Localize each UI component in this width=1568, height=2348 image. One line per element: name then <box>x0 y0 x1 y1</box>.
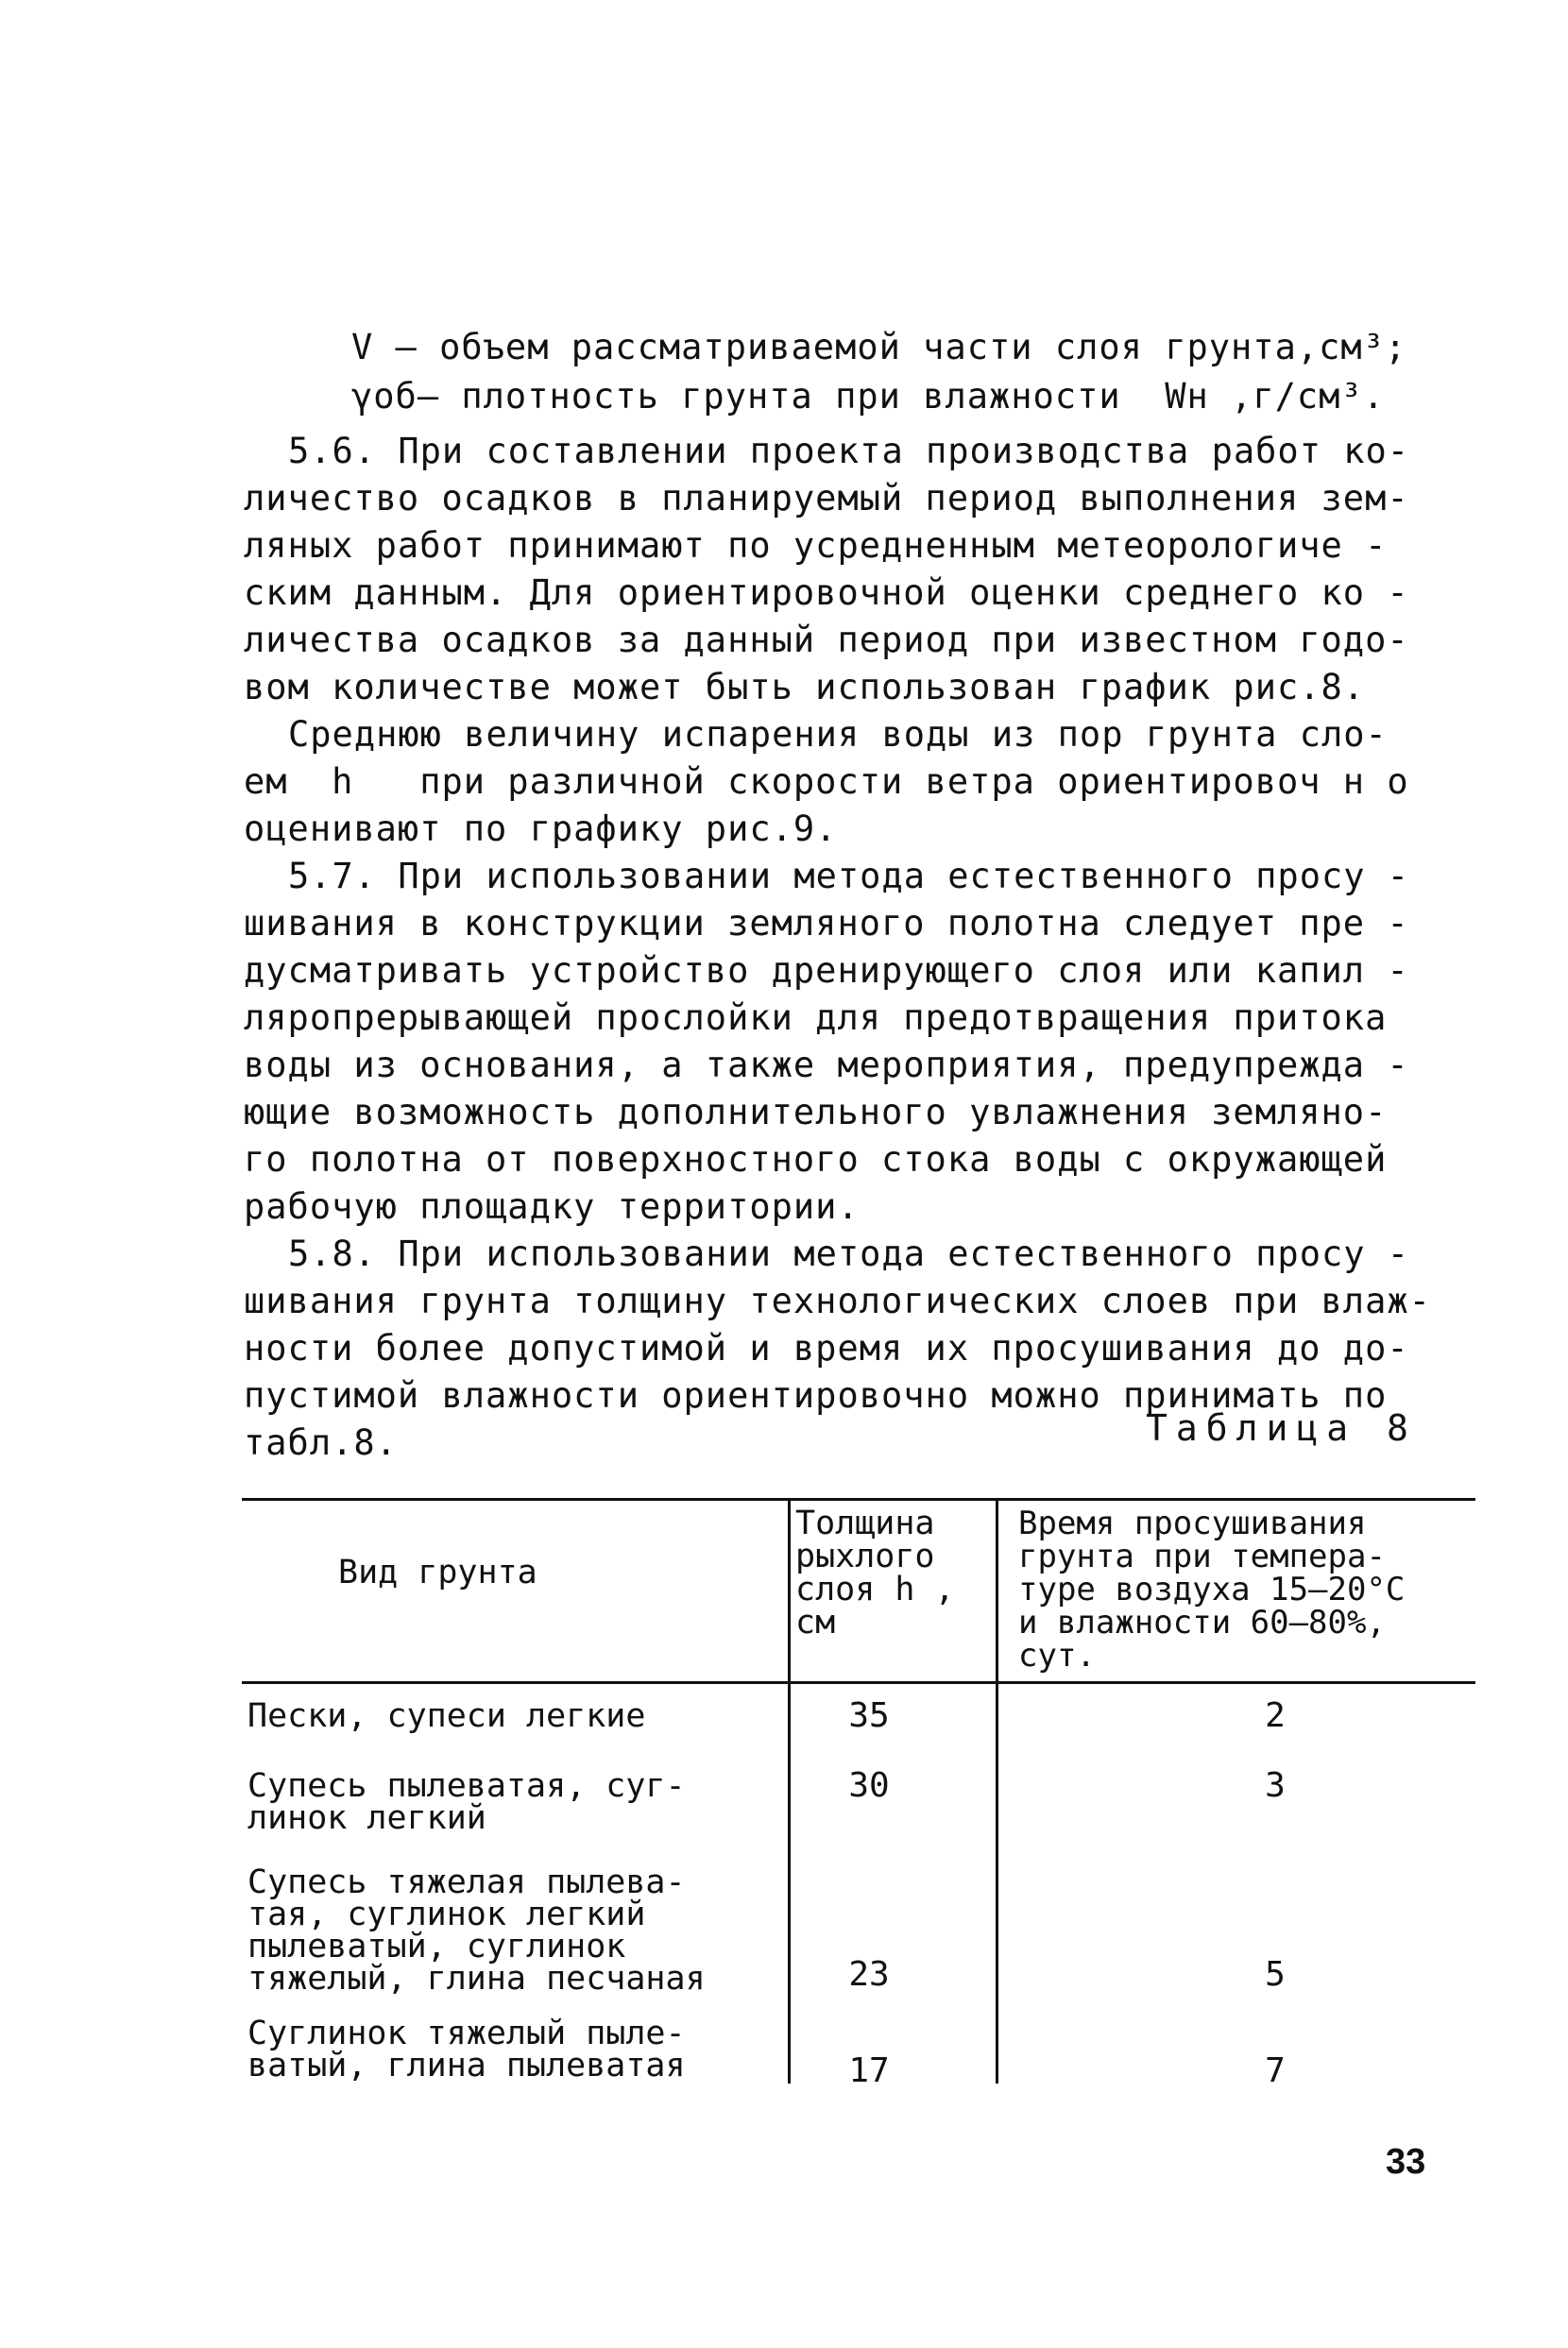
table-cell-soil: Пески, супеси легкие <box>247 1697 646 1735</box>
text-line: личество осадков в планируемый период выполнения зем- <box>244 478 1409 519</box>
header-thickness: Толщина рыхлого слоя h , см <box>795 1505 955 1642</box>
text-line: ем h при различной скорости ветра ориентировоч н о <box>244 761 1409 802</box>
table-col-divider <box>788 1498 791 2084</box>
text-line: пустимой влажности ориентировочно можно принимать по <box>244 1375 1388 1416</box>
header-soil-type: Вид грунта <box>338 1554 537 1591</box>
text-line: шивания в конструкции земляного полотна следует пре - <box>244 903 1409 944</box>
page-number: 33 <box>1386 2142 1426 2182</box>
table-cell-thickness: 17 <box>848 2051 890 2090</box>
text-line: 5.6. При составлении проекта производства работ ко- <box>288 431 1410 471</box>
text-line: личества осадков за данный период при известном годо- <box>244 620 1409 660</box>
table-cell-soil: Супесь пылеватая, суг- линок легкий <box>247 1767 686 1837</box>
text-line: ющие возможность дополнительного увлажнения земляно- <box>244 1092 1388 1132</box>
text-line: оценивают по графику рис.9. <box>244 808 838 849</box>
text-line: 5.7. При использовании метода естественного просу - <box>288 856 1410 896</box>
text-line: вом количестве может быть использован график рис.8. <box>244 667 1366 707</box>
table-cell-soil: Супесь тяжелая пылева- тая, суглинок легкий пылеватый, суглинок тяжелый, глина песчаная <box>247 1863 706 1998</box>
table-top-rule <box>242 1498 1475 1501</box>
table-cell-soil: Суглинок тяжелый пыле- ватый, глина пылеватая <box>247 2015 686 2084</box>
table-col-divider <box>996 1498 998 2084</box>
table-header-rule <box>242 1681 1475 1684</box>
text-line: ляных работ принимают по усредненным метеорологиче - <box>244 525 1388 566</box>
text-line: γоб– плотность грунта при влажности Wн ,г/см³. <box>351 376 1385 417</box>
text-line: ским данным. Для ориентировочной оценки среднего ко - <box>244 572 1409 613</box>
text-line: Среднюю величину испарения воды из пор грунта сло- <box>288 714 1388 755</box>
text-line: ляропрерывающей прослойки для предотвращения притока <box>244 997 1388 1038</box>
text-line: V – объем рассматриваемой части слоя грунта,см³; <box>351 327 1407 367</box>
table-cell-thickness: 30 <box>848 1766 890 1805</box>
text-line: ности более допустимой и время их просушивания до до- <box>244 1328 1409 1369</box>
text-line: шивания грунта толщину технологических слоев при влаж- <box>244 1281 1431 1321</box>
table-cell-time: 5 <box>1265 1955 1286 1994</box>
text-line: табл.8. <box>244 1422 398 1463</box>
table-caption: Таблица 8 <box>1146 1407 1417 1449</box>
text-line: 5.8. При использовании метода естественного просу - <box>288 1234 1410 1274</box>
text-line: дусматривать устройство дренирующего слоя или капил - <box>244 950 1409 991</box>
text-line: воды из основания, а также мероприятия, предупрежда - <box>244 1045 1409 1085</box>
text-line: рабочую площадку территории. <box>244 1186 860 1227</box>
header-drying-time: Время просушивания грунта при темпера- туре воздуха 15–20°С и влажности 60–80%, сут. <box>1018 1505 1406 1675</box>
text-line: го полотна от поверхностного стока воды с окружающей <box>244 1139 1388 1180</box>
table-cell-time: 2 <box>1265 1696 1286 1735</box>
table-cell-time: 7 <box>1265 2051 1286 2090</box>
table-cell-time: 3 <box>1265 1766 1286 1805</box>
table-cell-thickness: 35 <box>848 1696 890 1735</box>
table-cell-thickness: 23 <box>848 1955 890 1994</box>
